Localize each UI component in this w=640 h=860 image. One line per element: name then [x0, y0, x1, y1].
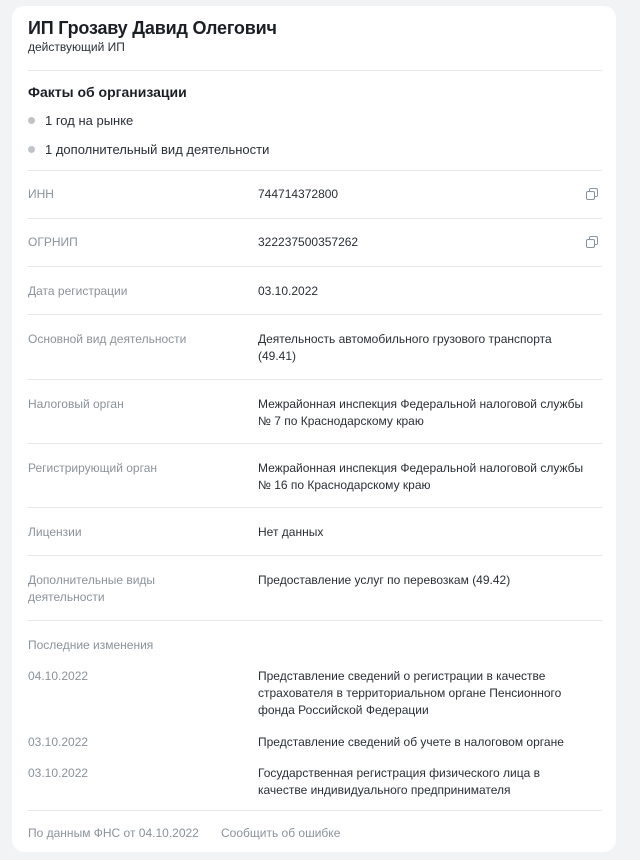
change-description — [258, 668, 588, 719]
bullet-dot — [28, 146, 35, 153]
tax-authority-value — [258, 396, 588, 430]
reg-date-label: Дата регистрации — [28, 284, 128, 298]
inn-value: 744714372800 — [258, 187, 339, 201]
divider — [28, 810, 602, 811]
value-line: № 7 по Краснодарскому краю — [258, 414, 424, 428]
company-status: действующий ИП — [28, 40, 125, 54]
report-error-link[interactable]: Сообщить об ошибке — [221, 826, 341, 840]
reg-date-value: 03.10.2022 — [258, 284, 319, 298]
fact-text: 1 год на рынке — [45, 113, 134, 128]
fact-item — [28, 113, 133, 128]
value-line: № 16 по Краснодарскому краю — [258, 478, 431, 492]
fact-text: 1 дополнительный вид деятельности — [45, 142, 270, 157]
divider — [28, 507, 602, 508]
reg-authority-value — [258, 460, 588, 494]
divider — [28, 314, 602, 315]
copy-icon[interactable] — [586, 236, 598, 248]
divider — [28, 70, 602, 71]
facts-heading: Факты об организации — [28, 84, 187, 100]
licenses-value: Нет данных — [258, 525, 324, 539]
copy-icon[interactable] — [586, 188, 598, 200]
divider — [28, 170, 602, 171]
change-line: фонда Российской Федерации — [258, 703, 429, 717]
ogrnip-label: ОГРНИП — [28, 235, 78, 249]
ogrnip-value: 322237500357262 — [258, 235, 359, 249]
divider — [28, 218, 602, 219]
divider — [28, 266, 602, 267]
change-description — [258, 734, 588, 751]
change-line: страхователя в территориальном органе Пенсионного — [258, 686, 562, 700]
divider — [28, 555, 602, 556]
value-line: Деятельность автомобильного грузового транспорта — [258, 332, 552, 346]
label-line: Дополнительные виды — [28, 573, 156, 587]
extra-activities-value: Предоставление услуг по перевозкам (49.42) — [258, 573, 511, 587]
reg-authority-label: Регистрирующий орган — [28, 461, 158, 475]
change-description — [258, 765, 588, 799]
value-line: Межрайонная инспекция Федеральной налоговой службы — [258, 461, 584, 475]
change-date: 03.10.2022 — [28, 735, 89, 749]
data-source: По данным ФНС от 04.10.2022 — [28, 826, 199, 840]
company-card — [12, 6, 616, 852]
change-date: 04.10.2022 — [28, 669, 89, 683]
company-title: ИП Грозаву Давид Олегович — [28, 18, 277, 38]
tax-authority-label: Налоговый орган — [28, 397, 124, 411]
divider — [28, 620, 602, 621]
bullet-dot — [28, 117, 35, 124]
main-activity-value — [258, 331, 588, 365]
changes-heading: Последние изменения — [28, 638, 154, 652]
value-line: (49.41) — [258, 349, 297, 363]
change-line: Представление сведений об учете в налоговом органе — [258, 735, 564, 749]
label-line: деятельности — [28, 590, 105, 604]
licenses-label: Лицензии — [28, 525, 82, 539]
extra-activities-label — [28, 572, 228, 606]
inn-label: ИНН — [28, 187, 54, 201]
divider — [28, 379, 602, 380]
change-line: Государственная регистрация физического лица в — [258, 766, 541, 780]
fact-item — [28, 142, 269, 157]
divider — [28, 443, 602, 444]
value-line: Межрайонная инспекция Федеральной налоговой службы — [258, 397, 584, 411]
change-line: качестве индивидуального предпринимателя — [258, 783, 511, 797]
change-line: Представление сведений о регистрации в качестве — [258, 669, 546, 683]
main-activity-label: Основной вид деятельности — [28, 332, 187, 346]
change-date: 03.10.2022 — [28, 766, 89, 780]
